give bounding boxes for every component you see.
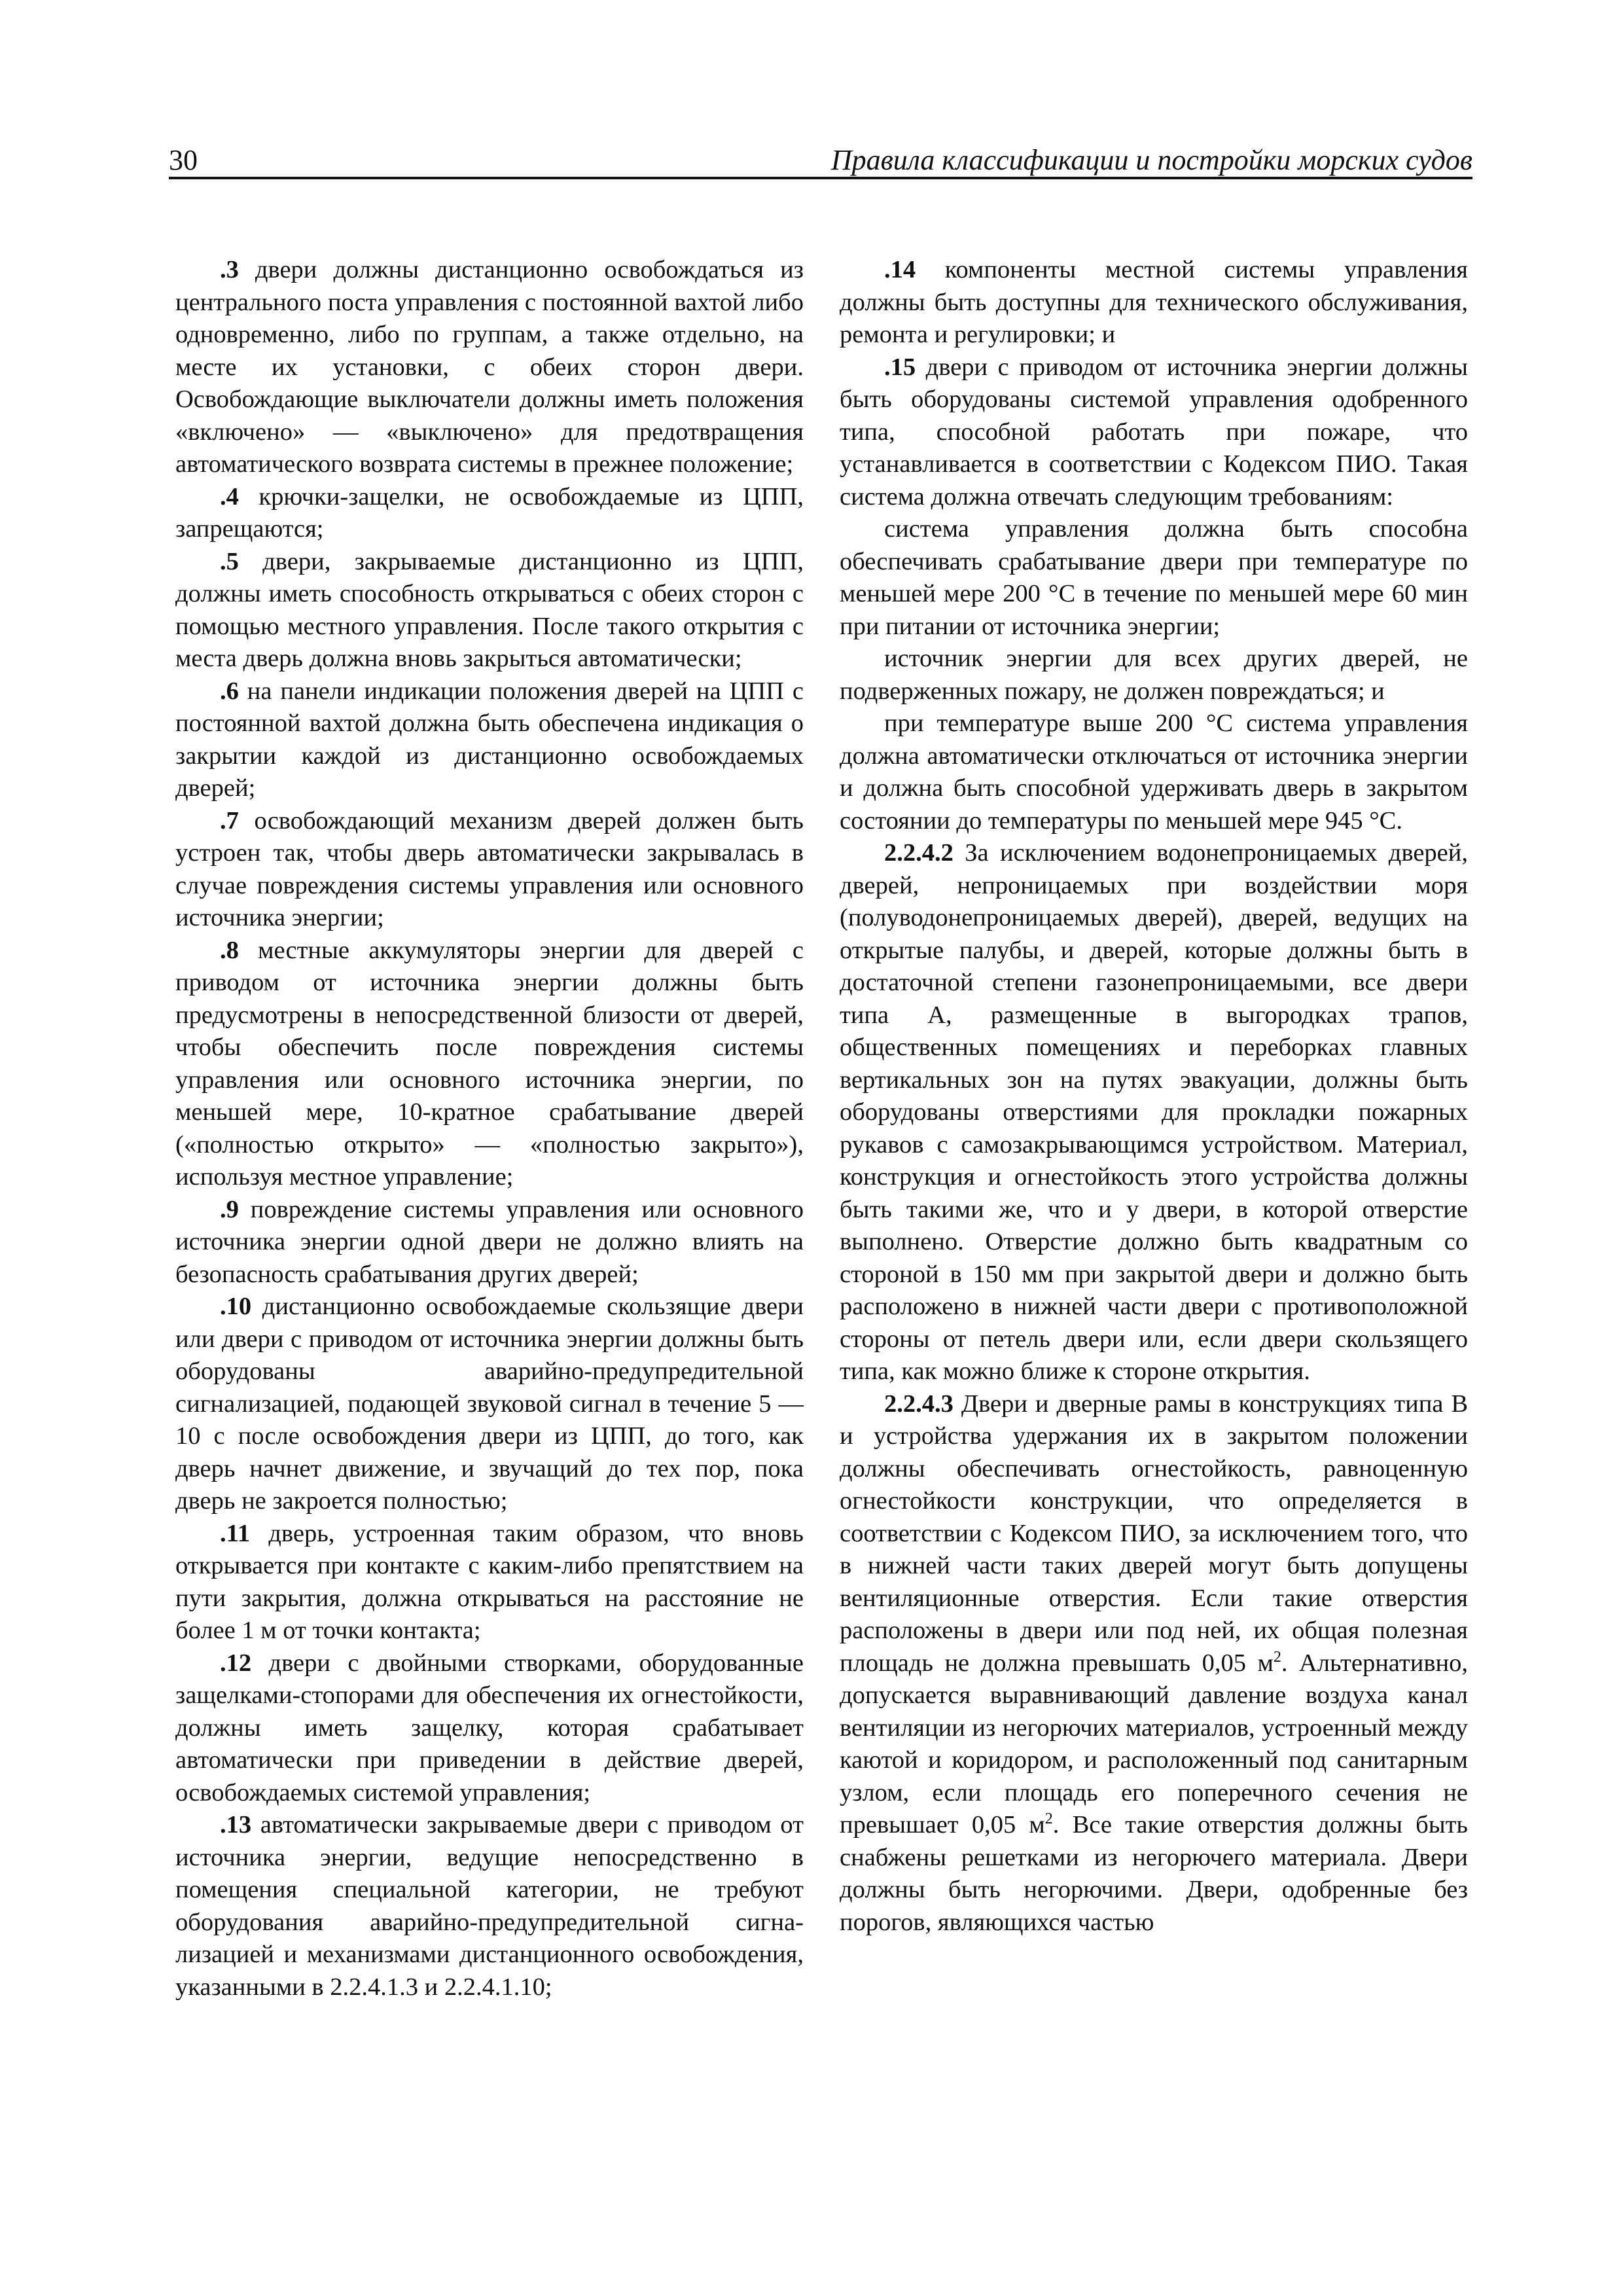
requirement-1: система управления должна быть способна обеспечивать срабатывание двери при температуре по меньшей мере 200 °С в течение по меньшей мере 60 мин при питании от источника энергии;	[840, 515, 1468, 640]
item-8: .8 местные аккумуляторы энергии для дверей с приводом от источника энергии должны быть предусмотрены в непосредственной близости от дверей, чтобы обеспечить после повреждения системы управления или основного источника энергии, по меньшей мере, 10-кратное срабатывание дверей («полностью открыто» — «полностью закрыто»), используя местное управление;	[175, 936, 804, 1191]
page-header	[169, 143, 1472, 179]
paragraph-2-2-4-2: 2.2.4.2 За исключением водонепроницаемых дверей, дверей, непроницаемых при воздействии моря (полуводонепроницаемых дверей), дверей, ведущих на открытые палубы, и дверей, которые должны быть в достаточной степени газонепроницаемыми, все двери типа А, размещенные в выгородках трапов, общественных помещениях и переборках главных вертикальных зон на путях эвакуации, должны быть оборудованы отверстиями для прокладки пожарных рукавов с самозакрывающимся устройством. Материал, конструкция и огнестойкость этого устройства должны быть такими же, что и у двери, в которой отверстие выполнено. Отверстие должно быть квадратным со стороной в 150 мм при закрытой двери и должно быть расположено в нижней части двери с противоположной стороны от петель двери или, если двери скользящего типа, как можно ближе к стороне открытия.	[840, 839, 1468, 1385]
item-3: .3 двери должны дистанционно освобождаться из центрального поста управления с постоянной вахтой либо одновременно, либо по группам, а также отдельно, на месте их установки, с обеих сторон двери. Освобождающие выключатели должны иметь положения «включено» — «выключено» для предотвращения автоматического возврата системы в прежнее положение;	[175, 256, 804, 478]
item-14: .14 компоненты местной системы управления должны быть доступны для технического обслуживания, ремонта и регулировки; и	[840, 256, 1468, 348]
requirement-2: источник энергии для всех других дверей, не подверженных пожару, не должен повреждаться; и	[840, 645, 1468, 705]
item-11: .11 дверь, устроенная таким образом, что вновь открывается при контакте с каким-либо препятствием на пути закрытия, должна открываться на расстояние не более 1 м от точки контакта;	[175, 1519, 804, 1644]
right-column	[840, 254, 1468, 1939]
item-5: .5 двери, закрываемые дистанционно из ЦПП, должны иметь способность открываться с обеих сторон с помощью местного управления. После такого открытия с места дверь должна вновь закрыться автоматически;	[175, 547, 804, 672]
item-12: .12 двери с двойными створками, оборудованные защелками-стопорами для обеспечения их огнестойкости, должны иметь защелку, которая срабатывает автоматически при приведении в действие дверей, освобождаемых системой управления;	[175, 1649, 804, 1806]
paragraph-2-2-4-3: 2.2.4.3 Двери и дверные рамы в конструкциях типа В и устройства удержания их в закрытом положении должны обеспечивать огнестойкость, равноценную огнестойкости конструкции, что определяется в соответствии с Кодексом ПИО, за исключением того, что в нижней части таких дверей могут быть допущены вентиляционные отверстия. Если такие отверстия расположены в двери или под ней, их общая полезная площадь не должна превышать 0,05 $м^2$. Альтернативно, допускается выравнивающий давление воздуха канал вентиляции из негорючих материалов, устроенный между каютой и коридором, и расположенный под санитарным узлом, если площадь его поперечного сечения не превышает 0,05 $м^2$. Все такие отверстия должны быть снабжены решетками из негорючего материала. Двери должны быть негорючими. Двери, одобренные без порогов, являющихся частью	[840, 1390, 1468, 1936]
item-4: .4 крючки-защелки, не освобождаемые из ЦПП, запрещаются;	[175, 482, 804, 543]
header-rule	[169, 177, 1472, 179]
page-number: 30	[169, 144, 198, 176]
running-title: Правила классификации и постройки морских судов	[830, 144, 1472, 176]
item-9: .9 повреждение системы управления или основного источника энергии одной двери не должно влиять на безопасность срабатывания других дверей;	[175, 1195, 804, 1288]
item-15: .15 двери с приводом от источника энергии должны быть оборудованы системой управления одобренного типа, способной работать при пожаре, что устанавливается в соответствии с Кодексом ПИО. Такая система должна отвечать следующим требованиям:	[840, 353, 1468, 511]
item-6: .6 на панели индикации положения дверей на ЦПП с постоянной вахтой должна быть обеспечена индикация о закрытии каждой из дистанционно освобождаемых дверей;	[175, 677, 804, 802]
requirement-3: при температуре выше 200 °С система управления должна автоматически отключаться от источника энергии и должна быть способной удерживать дверь в закрытом состоянии до температуры по меньшей мере 945 °С.	[840, 709, 1468, 834]
item-7: .7 освобождающий механизм дверей должен быть устроен так, чтобы дверь автоматически закрывалась в случае повреждения системы управления или основного источника энергии;	[175, 806, 804, 931]
item-13: .13 автоматически закрываемые двери с приводом от источника энергии, ведущие непосредственно в помещения специальной категории, не требуют оборудования аварийно-предупредительной сигнализацией и механизмами дистанционного освобождения, указанными в 2.2.4.1.3 и 2.2.4.1.10;	[175, 1811, 804, 2001]
left-column	[175, 254, 804, 2003]
item-10: .10 дистанционно освобождаемые скользящие двери или двери с приводом от источника энергии должны быть оборудованы аварийно-предупредительной сигнализацией, подающей звуковой сигнал в течение 5 — 10 с после освобождения двери из ЦПП, до того, как дверь начнет движение, и звучащий до тех пор, пока дверь не закроется полностью;	[175, 1293, 804, 1515]
